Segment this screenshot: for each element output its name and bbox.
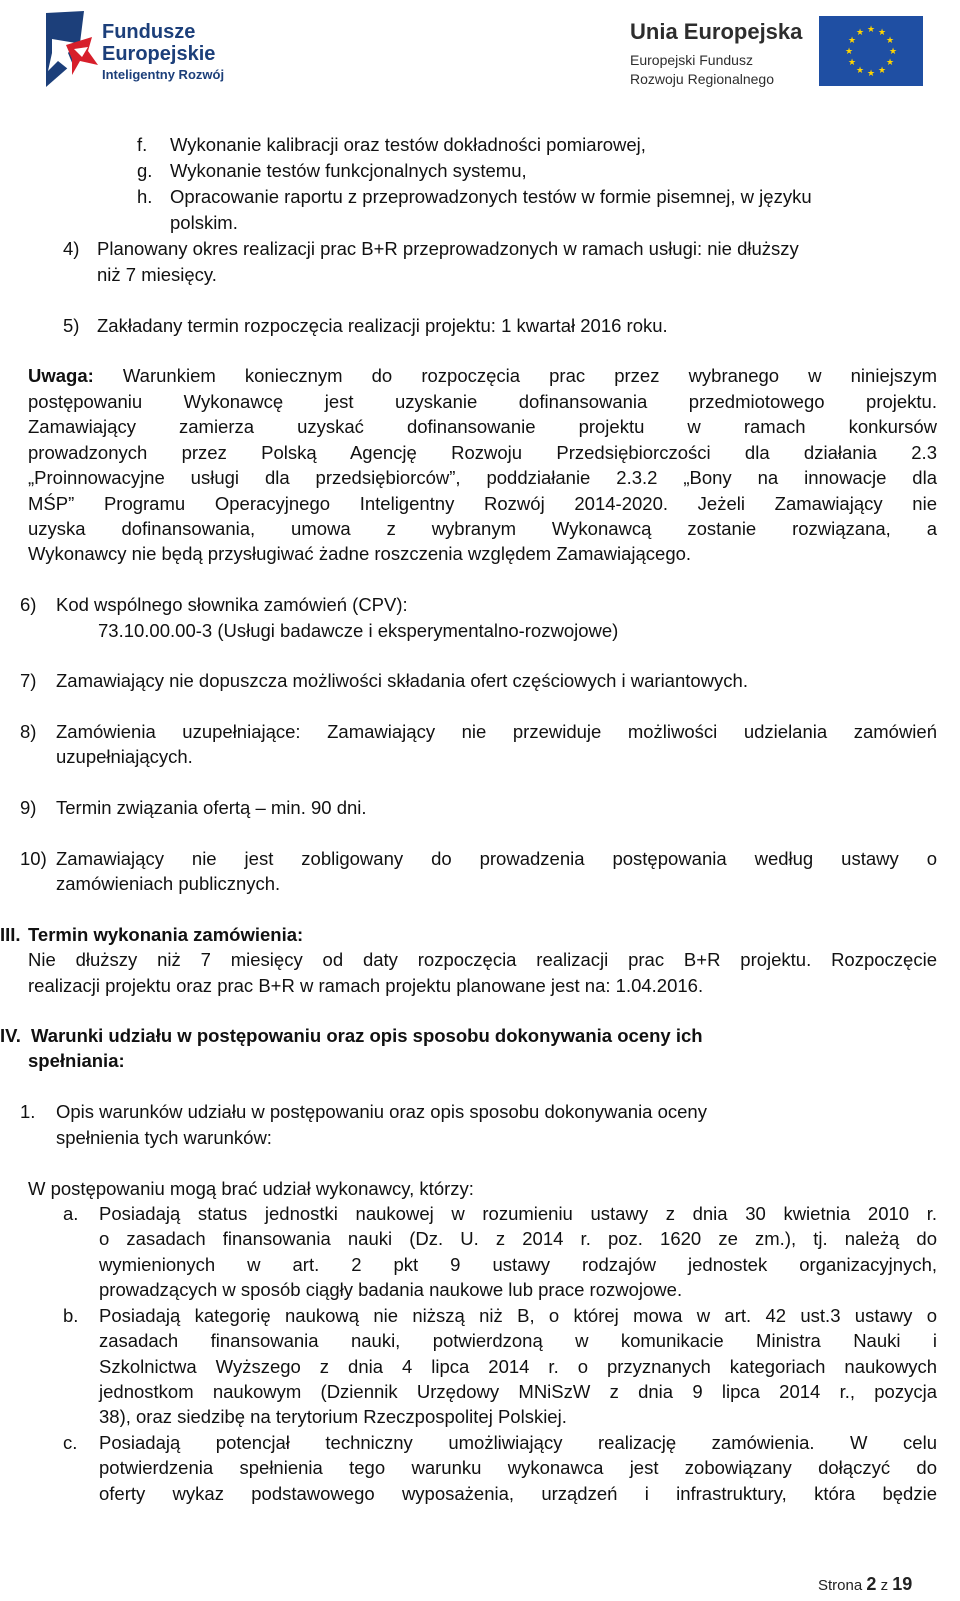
conditions-intro: W postępowaniu mogą brać udział wykonawcy, którzy: (28, 1178, 474, 1199)
uwaga-line5: „Proinnowacyjne usługi dla przedsiębiorców”, poddziałanie 2.3.2 „Bony na innowacje dla (28, 467, 937, 488)
ue-logo-line1: Unia Europejska (630, 19, 803, 44)
condition-c-line2: potwierdzenia spełnienia tego warunku wykonawca jest zobowiązany dołączyć do (99, 1457, 937, 1478)
item-7-marker: 7) (20, 670, 37, 691)
item-7-text: Zamawiający nie dopuszcza możliwości składania ofert częściowych i wariantowych. (56, 670, 748, 691)
condition-a-line4: prowadzących w sposób ciągły badania naukowe lub prace rozwojowe. (99, 1279, 683, 1300)
section-4-heading-line1: Warunki udziału w postępowaniu oraz opis sposobu dokonywania oceny ich (31, 1025, 703, 1046)
s4-item-1-line1: Opis warunków udziału w postępowaniu oraz opis sposobu dokonywania oceny (56, 1101, 707, 1122)
item-6-line1: Kod wspólnego słownika zamówień (CPV): (56, 594, 408, 615)
item-8-line2: uzupełniających. (56, 746, 193, 767)
item-9-text: Termin związania ofertą – min. 90 dni. (56, 797, 367, 818)
list-item-g-text: Wykonanie testów funkcjonalnych systemu, (170, 160, 527, 181)
section-4-heading-line2: spełniania: (28, 1050, 125, 1071)
item-10-marker: 10) (20, 848, 47, 869)
section-4-marker: IV. (0, 1025, 21, 1046)
list-item-h-line2: polskim. (170, 212, 238, 233)
svg-text:★: ★ (847, 58, 857, 68)
item-5-marker: 5) (63, 315, 80, 336)
item-5-text: Zakładany termin rozpoczęcia realizacji projektu: 1 kwartał 2016 roku. (97, 315, 668, 336)
item-4-line1: Planowany okres realizacji prac B+R przeprowadzonych w ramach usługi: nie dłuższy (97, 238, 799, 259)
condition-a-line3: wymienionych w art. 2 pkt 9 ustawy rodzajów jednostek organizacyjnych, (99, 1254, 937, 1275)
svg-text:★: ★ (888, 47, 898, 57)
condition-c-line3: oferty wykaz podstawowego wyposażenia, urządzeń i infrastruktury, która będzie (99, 1483, 937, 1504)
condition-b-line2: zasadach finansowania nauki, potwierdzoną w komunikacie Ministra Nauki i (99, 1330, 937, 1351)
uwaga-line3: Zamawiający zamierza uzyskać dofinansowanie projektu w ramach konkursów (28, 416, 937, 437)
condition-a-line1: Posiadają status jednostki naukowej w rozumieniu ustawy z dnia 30 kwietnia 2010 r. (99, 1203, 937, 1224)
uwaga-line7: uzyska dofinansowania, umowa z wybranym Wykonawcą zostanie rozwiązana, a (28, 518, 937, 539)
section-3-marker: III. (0, 924, 21, 945)
page-number: Strona 2 z 19 (818, 1574, 913, 1594)
svg-text:★: ★ (866, 25, 876, 35)
section-3-line2: realizacji projektu oraz prac B+R w ramach projektu planowane jest na: 1.04.2016. (28, 975, 704, 996)
item-9-marker: 9) (20, 797, 37, 818)
condition-a-marker: a. (63, 1203, 79, 1224)
item-10-line2: zamówieniach publicznych. (56, 873, 281, 894)
fe-logo-line2: Europejskie (102, 43, 216, 65)
svg-text:★: ★ (877, 28, 887, 38)
condition-b-line1: Posiadają kategorię naukową nie niższą niż B, o której mowa w art. 42 ust.3 ustawy o (99, 1305, 937, 1326)
condition-b-marker: b. (63, 1305, 79, 1326)
item-6-marker: 6) (20, 594, 37, 615)
fe-logo-line3: Inteligentny Rozwój (102, 67, 225, 82)
item-8-line1: Zamówienia uzupełniające: Zamawiający nie przewiduje możliwości udzielania zamówień (56, 721, 937, 742)
list-item-f-marker: f. (137, 134, 148, 155)
ue-logo-line2: Europejski Fundusz (630, 52, 753, 68)
item-10-line1: Zamawiający nie jest zobligowany do prowadzenia postępowania według ustawy o (56, 848, 937, 869)
page-header (0, 0, 960, 100)
condition-b-line5: 38), oraz siedzibę na terytorium Rzeczpospolitej Polskiej. (99, 1406, 567, 1427)
section-3-heading: Termin wykonania zamówienia: (28, 924, 304, 945)
item-8-marker: 8) (20, 721, 37, 742)
uwaga-line1: Uwaga: Warunkiem koniecznym do rozpoczęcia prac przez wybranego w niniejszym (28, 365, 937, 386)
list-item-h-line1: Opracowanie raportu z przeprowadzonych testów w formie pisemnej, w języku (170, 186, 812, 207)
uwaga-line8: Wykonawcy nie będą przysługiwać żadne roszczenia względem Zamawiającego. (28, 543, 692, 564)
condition-b-line3: Szkolnictwa Wyższego z dnia 4 lipca 2014 r. o przyznanych kategoriach naukowych (99, 1356, 937, 1377)
list-item-f-text: Wykonanie kalibracji oraz testów dokładności pomiarowej, (170, 134, 646, 155)
uwaga-label: Uwaga: (28, 365, 94, 386)
svg-text:★: ★ (844, 47, 854, 57)
item-6-line2: 73.10.00.00-3 (Usługi badawcze i eksperymentalno-rozwojowe) (98, 620, 619, 641)
eu-flag-icon (819, 16, 923, 86)
unia-europejska-logo (630, 16, 935, 88)
svg-text:★: ★ (847, 36, 857, 46)
uwaga-line6: MŚP” Programu Operacyjnego Inteligentny Rozwój 2014-2020. Jeżeli Zamawiający nie (28, 493, 937, 514)
uwaga-line2: postępowaniu Wykonawcę jest uzyskanie dofinansowania przedmiotowego projektu. (28, 391, 937, 412)
section-3-line1: Nie dłuższy niż 7 miesięcy od daty rozpoczęcia realizacji prac B+R projektu. Rozpoczęcie (28, 949, 937, 970)
fe-logo-line1: Fundusze (102, 21, 196, 43)
condition-c-line1: Posiadają potencjał techniczny umożliwiający realizację zamówienia. W celu (99, 1432, 937, 1453)
svg-text:★: ★ (885, 36, 895, 46)
list-item-g-marker: g. (137, 160, 153, 181)
svg-text:★: ★ (885, 58, 895, 68)
svg-text:★: ★ (855, 66, 865, 76)
item-4-line2: niż 7 miesięcy. (97, 264, 217, 285)
s4-item-1-marker: 1. (20, 1101, 36, 1122)
svg-text:★: ★ (866, 69, 876, 79)
ue-logo-line3: Rozwoju Regionalnego (630, 71, 774, 87)
svg-text:★: ★ (855, 28, 865, 38)
condition-b-line4: jednostkom naukowym (Dziennik Urzędowy MNiSzW z dnia 9 lipca 2014 r., pozycja (99, 1381, 937, 1402)
list-item-h-marker: h. (137, 186, 153, 207)
s4-item-1-line2: spełnienia tych warunków: (56, 1127, 272, 1148)
item-4-marker: 4) (63, 238, 80, 259)
svg-text:★: ★ (877, 66, 887, 76)
fe-star-icon (44, 9, 98, 89)
condition-a-line2: o zasadach finansowania nauki (Dz. U. z 2014 r. poz. 1620 ze zm.), tj. należą do (99, 1228, 937, 1249)
fundusze-europejskie-logo (44, 9, 244, 89)
uwaga-line4: prowadzonych przez Polską Agencję Rozwoju Przedsiębiorczości dla działania 2.3 (28, 442, 937, 463)
condition-c-marker: c. (63, 1432, 78, 1453)
